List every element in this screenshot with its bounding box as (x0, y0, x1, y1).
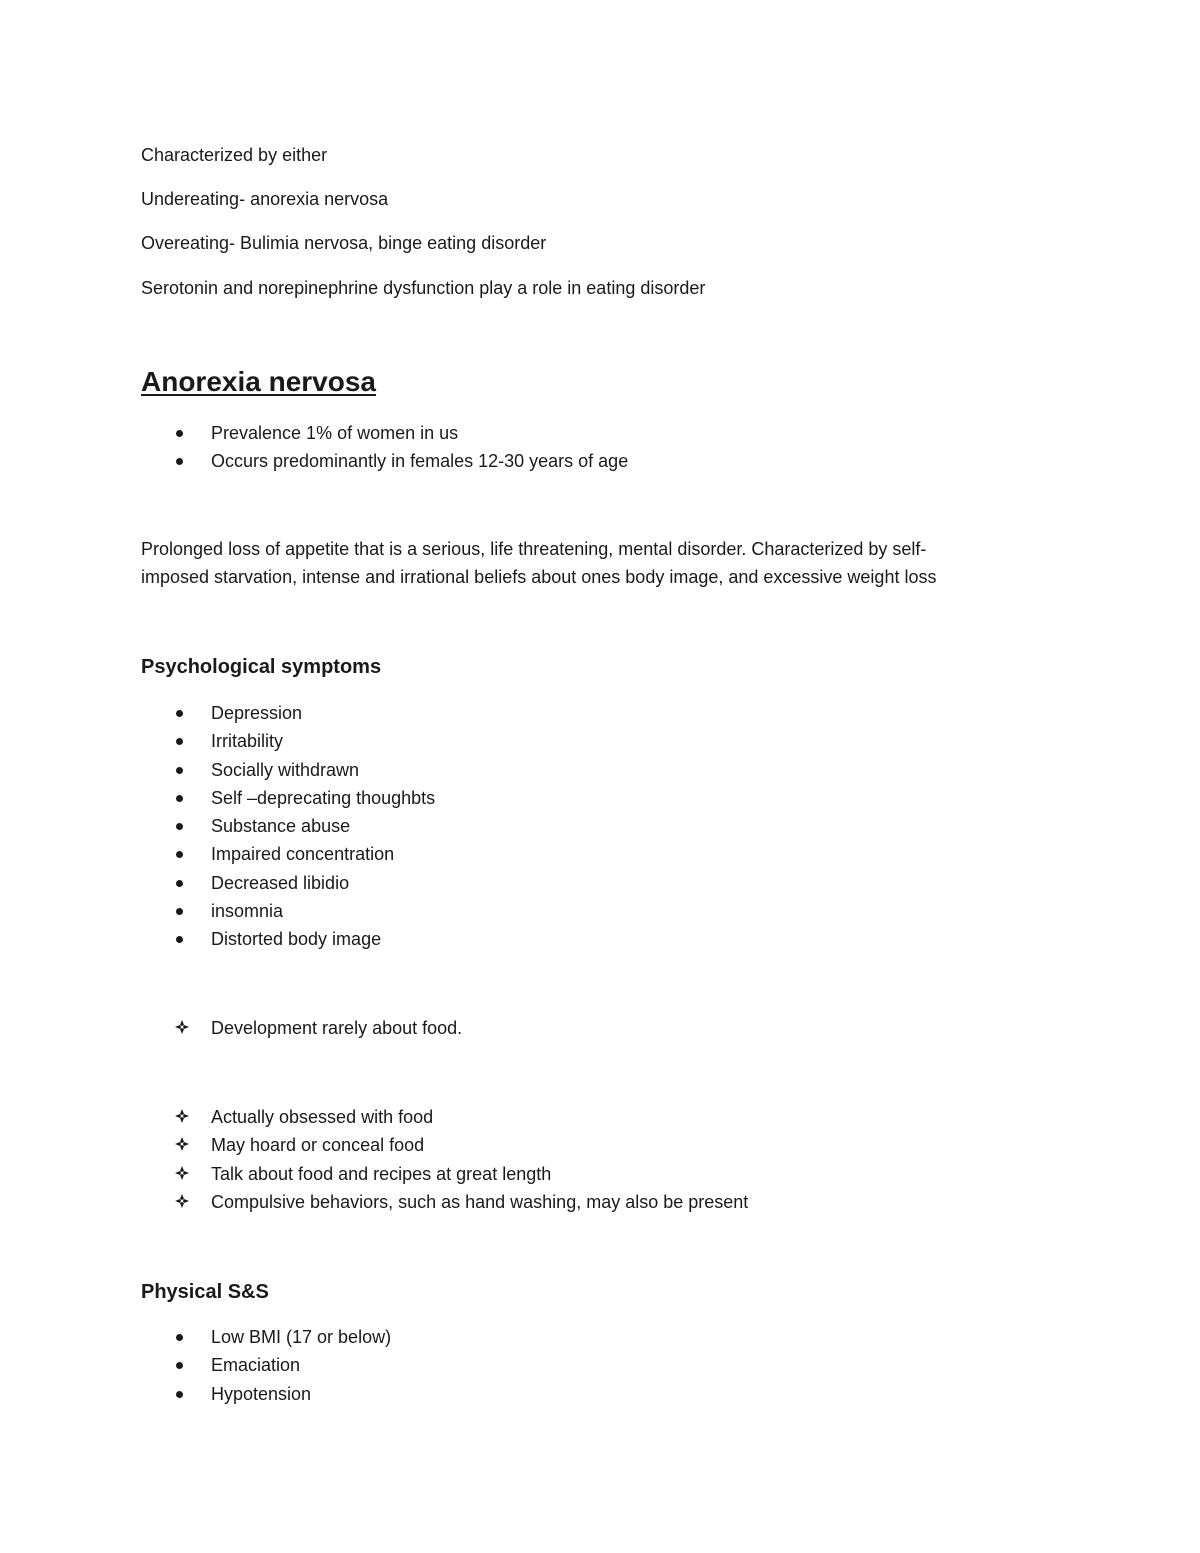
intro-line-3: Overeating- Bulimia nervosa, binge eating disorder (141, 233, 547, 253)
bullet-icon (176, 1391, 183, 1398)
bullet-icon (176, 767, 183, 774)
bullet-icon (176, 880, 183, 887)
diamond-bullet-icon (174, 1136, 190, 1152)
bullet-icon (176, 851, 183, 858)
bullet-icon (176, 1334, 183, 1341)
bullet-icon (176, 710, 183, 717)
anorexia-description-line-1: Prolonged loss of appetite that is a serious, life threatening, mental disorder. Characterized by self- (141, 539, 927, 559)
bullet-icon (176, 458, 183, 465)
intro-line-1: Characterized by either (141, 145, 328, 165)
bullet-icon (176, 908, 183, 915)
intro-line-2: Undereating- anorexia nervosa (141, 189, 389, 209)
diamond-bullet-icon (174, 1165, 190, 1181)
document-page: Characterized by either Undereating- anorexia nervosa Overeating- Bulimia nervosa, binge eating disorder Serotonin and norepinephrine dysfunction play a role in eating disorder Anorexia nervosa Prevalence 1% of women in us Occurs predominantly in females 12-30 years of age Prolonged loss of appetite that is a serious, life threatening, mental disorder. Characterized by self- imposed starvation, intense and irrational beliefs about ones body image, and excessive weight loss Psychological symptoms Depression Irritability Socially withdrawn Self –deprecating thoughbts Substance abuse Impaired concentration Decreased libidio insomnia Distorted body image Development rarely about food. Actually obsessed with food May hoard or conceal food Talk about food and recipes at great length Compulsive behaviors, such as hand washing, may also be present Physical S&S Low BMI (17 or below) Emaciation Hypotension (0, 0, 1200, 1553)
physical-heading: Physical S&S (141, 1281, 269, 1303)
diamond-bullet-icon (174, 1108, 190, 1124)
bullet-icon (176, 795, 183, 802)
anorexia-description-line-2: imposed starvation, intense and irrational beliefs about ones body image, and excessive weight loss (141, 567, 937, 587)
diamond-bullet-icon (174, 1019, 190, 1035)
diamond-bullet-icon (174, 1193, 190, 1209)
bullet-icon (176, 738, 183, 745)
anorexia-heading: Anorexia nervosa (141, 366, 376, 397)
psychological-heading: Psychological symptoms (141, 656, 382, 678)
bullet-icon (176, 823, 183, 830)
bullet-icon (176, 430, 183, 437)
bullet-icon (176, 1362, 183, 1369)
intro-line-4: Serotonin and norepinephrine dysfunction play a role in eating disorder (141, 278, 706, 298)
bullet-icon (176, 936, 183, 943)
